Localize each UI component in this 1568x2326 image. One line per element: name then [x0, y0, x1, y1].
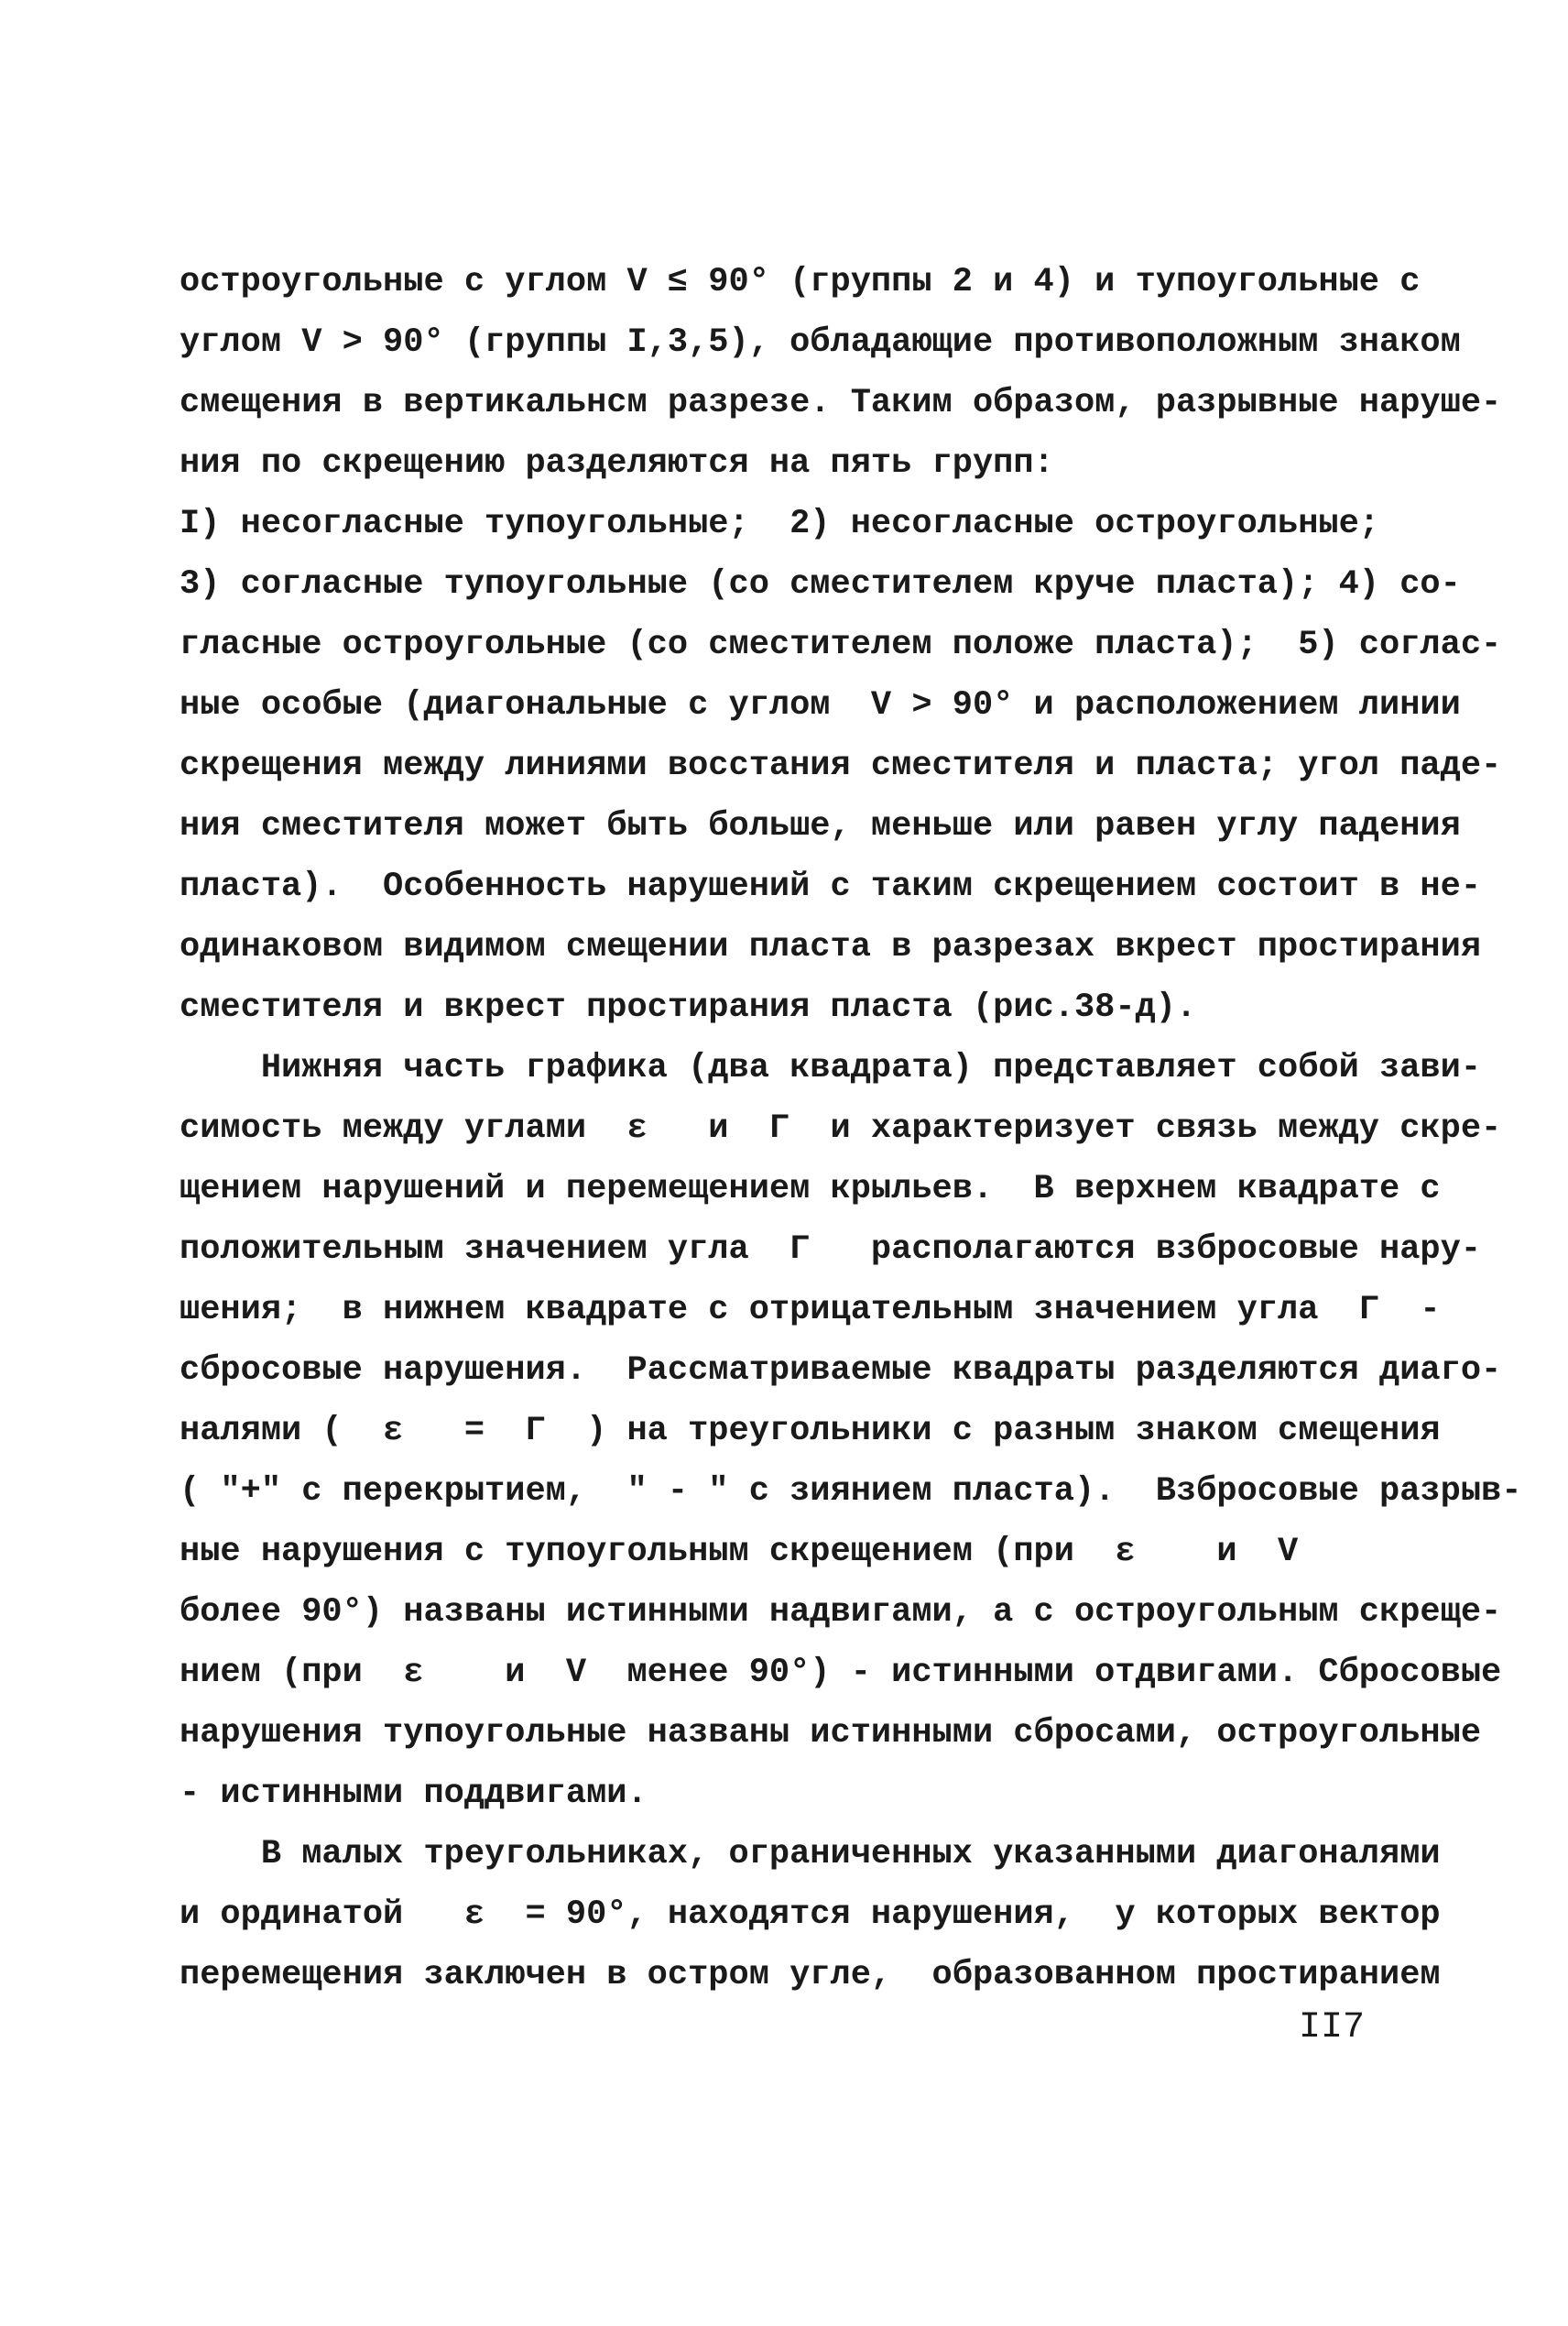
text-line: одинаковом видимом смещении пласта в разрезах вкрест простирания — [180, 928, 1482, 966]
text-line: углом V > 90° (группы I,3,5), обладающие противоположным знаком — [180, 323, 1461, 362]
text-line: В малых треугольниках, ограниченных указанными диагоналями — [180, 1835, 1441, 1873]
text-line: ния сместителя может быть больше, меньше или равен углу падения — [180, 807, 1461, 846]
text-line: сместителя и вкрест простирания пласта (рис.38-д). — [180, 988, 1197, 1027]
text-line: более 90°) названы истинными надвигами, а с остроугольным скреще- — [180, 1593, 1502, 1632]
text-line: скрещения между линиями восстания сместителя и пласта; угол паде- — [180, 747, 1502, 785]
text-line: ния по скрещению разделяются на пять групп: — [180, 444, 1054, 483]
text-line: пласта). Особенность нарушений с таким скрещением состоит в не- — [180, 868, 1482, 906]
text-line: и ординатой ε = 90°, находятся нарушения, у которых вектор — [180, 1895, 1441, 1934]
text-line: перемещения заключен в остром угле, образованном простиранием — [180, 1956, 1441, 1994]
text-line: ные нарушения с тупоугольным скрещением (при ε и V — [180, 1533, 1299, 1571]
text-line: остроугольные с углом V ≤ 90° (группы 2 и 4) и тупоугольные с — [180, 263, 1421, 301]
text-line: сбросовые нарушения. Рассматриваемые квадраты разделяются диаго- — [180, 1351, 1502, 1390]
text-line: ные особые (диагональные с углом V > 90° и расположением линии — [180, 686, 1461, 725]
text-line: ( "+" с перекрытием, " - " с зиянием пласта). Взбросовые разрыв- — [180, 1472, 1522, 1511]
text-line: нарушения тупоугольные названы истинными сбросами, остроугольные — [180, 1714, 1482, 1753]
text-line: положительным значением угла Г располагаются взбросовые нару- — [180, 1230, 1482, 1269]
text-line: - истинными поддвигами. — [180, 1775, 648, 1813]
text-line: Нижняя часть графика (два квадрата) представляет собой зави- — [180, 1049, 1482, 1087]
text-line: нием (при ε и V менее 90°) - истинными отдвигами. Сбросовые — [180, 1654, 1502, 1692]
text-line: смещения в вертикальнсм разрезе. Таким образом, разрывные наруше- — [180, 384, 1502, 422]
text-line: налями ( ε = Г ) на треугольники с разным знаком смещения — [180, 1412, 1441, 1450]
page-number: II7 — [1299, 2007, 1366, 2048]
text-line: 3) согласные тупоугольные (со сместителем круче пласта); 4) со- — [180, 565, 1461, 604]
text-line: шения; в нижнем квадрате с отрицательным значением угла Г - — [180, 1291, 1441, 1329]
text-line: I) несогласные тупоугольные; 2) несогласные остроугольные; — [180, 505, 1380, 543]
text-line: щением нарушений и перемещением крыльев. В верхнем квадрате с — [180, 1170, 1441, 1208]
text-line: симость между углами ε и Г и характеризует связь между скре- — [180, 1109, 1502, 1148]
text-line: гласные остроугольные (со сместителем положе пласта); 5) соглас- — [180, 626, 1502, 664]
